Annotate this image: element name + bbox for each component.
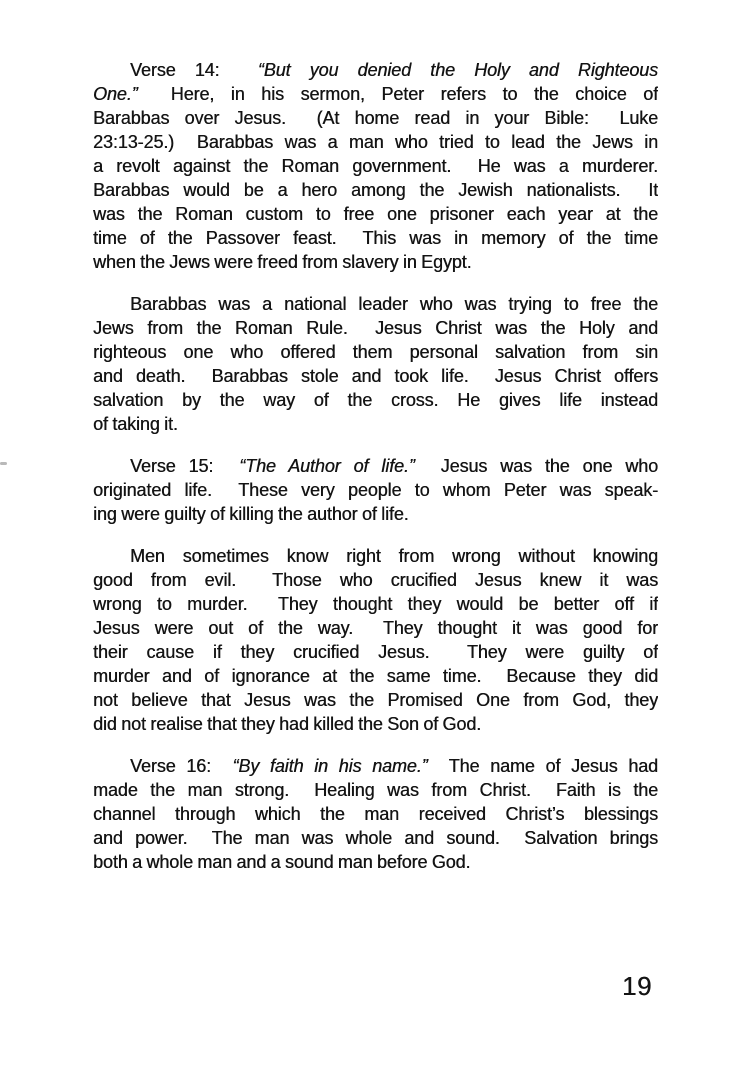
text-segment: originated life. These very people to whom Peter was speak- xyxy=(93,480,658,500)
text-segment: The name of Jesus had xyxy=(427,756,658,776)
text-segment: good from evil. Those who crucified Jesus knew it was xyxy=(93,570,658,590)
text-segment: both a whole man and a sound man before God. xyxy=(93,852,471,872)
text-line xyxy=(93,826,658,850)
paragraph-1 xyxy=(93,58,658,274)
paragraph-3 xyxy=(93,454,658,526)
text-segment: channel through which the man received Christ’s blessings xyxy=(93,804,658,824)
text-line xyxy=(93,478,658,502)
text-line xyxy=(93,502,658,526)
page-number: 19 xyxy=(622,971,652,1001)
text-line xyxy=(93,664,658,688)
text-line xyxy=(93,340,658,364)
text-line xyxy=(93,364,658,388)
text-line xyxy=(93,226,658,250)
paragraph-2 xyxy=(93,292,658,436)
text-segment: did not realise that they had killed the Son of God. xyxy=(93,714,482,734)
text-line xyxy=(93,130,658,154)
text-line xyxy=(93,640,658,664)
italic-quote: One.” xyxy=(93,84,138,104)
text-segment: Barabbas over Jesus. (At home read in your Bible: Luke xyxy=(93,108,658,128)
text-line xyxy=(93,850,658,874)
text-segment: when the Jews were freed from slavery in Egypt. xyxy=(93,252,472,272)
text-line xyxy=(93,58,658,82)
text-line xyxy=(93,250,658,274)
paragraph-5 xyxy=(93,754,658,874)
italic-quote: “The Author of life.” xyxy=(239,456,415,476)
text-segment: Jesus were out of the way. They thought it was good for xyxy=(93,618,658,638)
text-line xyxy=(93,592,658,616)
text-line xyxy=(93,544,658,568)
text-segment: salvation by the way of the cross. He gives life instead xyxy=(93,390,658,410)
text-line xyxy=(93,688,658,712)
text-segment: Jews from the Roman Rule. Jesus Christ was the Holy and xyxy=(93,318,658,338)
text-line xyxy=(93,754,658,778)
scan-speck xyxy=(0,462,7,465)
italic-quote: “By faith in his name.” xyxy=(232,756,428,776)
text-segment: Verse 15: xyxy=(130,456,240,476)
text-segment: time of the Passover feast. This was in memory of the time xyxy=(93,228,658,248)
text-segment: ing were guilty of killing the author of life. xyxy=(93,504,409,524)
text-line xyxy=(93,712,658,736)
text-segment: not believe that Jesus was the Promised One from God, they xyxy=(93,690,658,710)
text-segment: Barabbas was a national leader who was trying to free the xyxy=(130,294,658,314)
text-line xyxy=(93,202,658,226)
text-line xyxy=(93,292,658,316)
text-segment: Here, in his sermon, Peter refers to the choice of xyxy=(137,84,658,104)
text-segment: Verse 14: xyxy=(130,60,258,80)
text-segment: and death. Barabbas stole and took life. Jesus Christ offers xyxy=(93,366,658,386)
text-line xyxy=(93,454,658,478)
text-segment: murder and of ignorance at the same time. Because they did xyxy=(93,666,658,686)
text-line xyxy=(93,388,658,412)
text-segment: 23:13-25.) Barabbas was a man who tried to lead the Jews in xyxy=(93,132,658,152)
text-segment: Barabbas would be a hero among the Jewish nationalists. It xyxy=(93,180,658,200)
text-line xyxy=(93,412,658,436)
text-line xyxy=(93,568,658,592)
text-segment: and power. The man was whole and sound. Salvation brings xyxy=(93,828,658,848)
text-segment: wrong to murder. They thought they would be better off if xyxy=(93,594,658,614)
text-segment: their cause if they crucified Jesus. They were guilty of xyxy=(93,642,658,662)
text-segment: a revolt against the Roman government. He was a murderer. xyxy=(93,156,658,176)
italic-quote: “But you denied the Holy and Righteous xyxy=(257,60,658,80)
text-line xyxy=(93,82,658,106)
text-segment: righteous one who offered them personal salvation from sin xyxy=(93,342,658,362)
text-segment: Verse 16: xyxy=(130,756,233,776)
text-segment: was the Roman custom to free one prisoner each year at the xyxy=(93,204,658,224)
text-line xyxy=(93,316,658,340)
paragraph-4 xyxy=(93,544,658,736)
text-segment: Men sometimes know right from wrong without knowing xyxy=(130,546,658,566)
text-line xyxy=(93,106,658,130)
text-line xyxy=(93,778,658,802)
text-line xyxy=(93,154,658,178)
text-line xyxy=(93,178,658,202)
text-segment: made the man strong. Healing was from Christ. Faith is the xyxy=(93,780,658,800)
text-segment: of taking it. xyxy=(93,414,178,434)
text-line xyxy=(93,616,658,640)
text-line xyxy=(93,802,658,826)
text-block xyxy=(93,58,658,892)
text-segment: Jesus was the one who xyxy=(414,456,658,476)
